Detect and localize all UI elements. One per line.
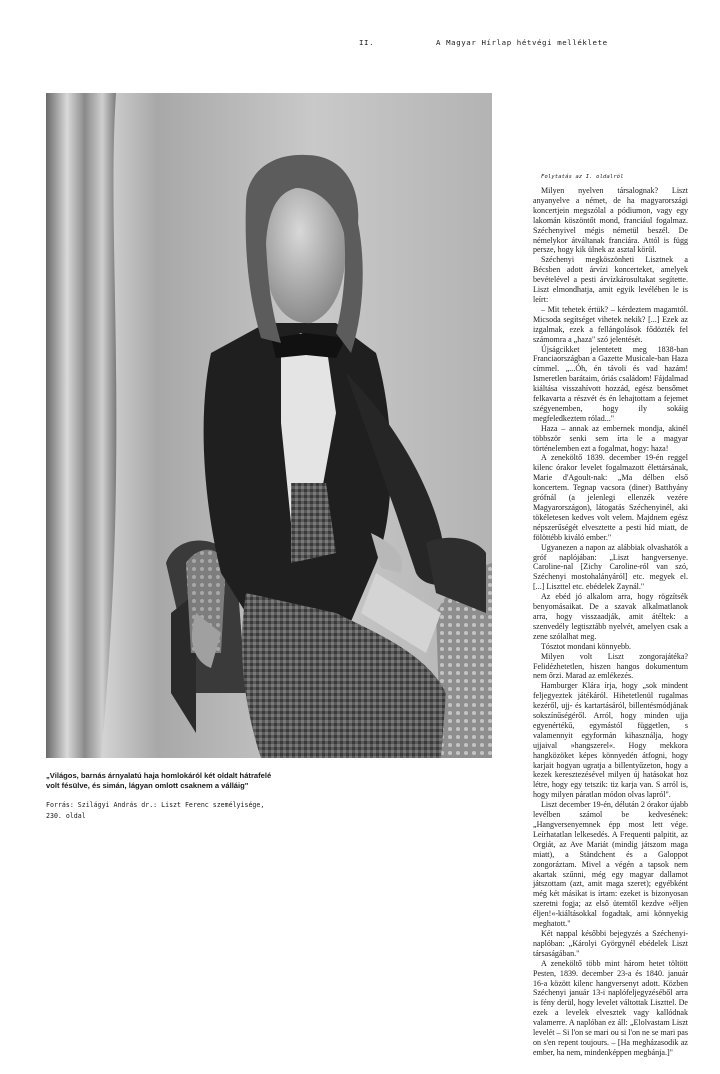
paragraph: Két nappal későbbi bejegyzés a Széchenyi-naplóban: „Károlyi Györgynél ebédelek Liszt társaságában." xyxy=(533,928,688,958)
page-header xyxy=(0,38,720,50)
portrait-photograph-icon xyxy=(46,93,492,758)
page-number: II. xyxy=(359,38,375,47)
paragraph: Ugyanezen a napon az alábbiak olvashatók a gróf naplójában: „Liszt hangversenye. Caroline-nal [Zichy Caroline-ról van szó, Széchenyi mostohalányáról] etc. megyek el. [...] Liszttel etc. ebédelek Zaynál." xyxy=(533,542,688,592)
paragraph: Milyen volt Liszt zongorajátéka? Felidézhetetlen, hiszen hangos dokumentum nem őrzi. Marad az emlékezés. xyxy=(533,651,688,681)
publication-title: A Magyar Hírlap hétvégi melléklete xyxy=(436,38,608,47)
paragraph: Széchenyi megköszönheti Lisztnek a Bécsben adott árvízi koncerteket, amelyek bevételével a pesti árvízkárosultakat segítette. Liszt elmondhatja, amit egyik levélében le is leírt: xyxy=(533,255,688,304)
paragraph: Haza – annak az embernek mondja, akinél többször senki sem írta le a magyar történelemben ezt a fogalmat, hogy: haza! xyxy=(533,423,688,453)
paragraph: Újságcikket jelentetett meg 1838-ban Franciaországban a Gazette Musicale-ban Haza címmel. „...Óh, én távoli és vad hazám! Ismeretlen barátaim, óriás családom! Fájdalmad kiáltása visszahívott hozzád, egész bensőmet felkavarta a részvét és én lehajtottam a fejemet szégyenemben, hogy ily sokáig megfeledkeztem rólad..." xyxy=(533,344,688,423)
paragraph: Milyen nyelven társalognak? Liszt anyanyelve a német, de ha magyarországi koncertjein megszólal a pódiumon, vagy egy lakomán köszöntőt mond, franciául fogalmaz. Széchenyivel mégis németül beszél. De némelykor átváltanak franciára. Attól is függ persze, hogy kik ülnek az asztal körül. xyxy=(533,186,688,255)
continued-note: Folytatás az I. oldalról xyxy=(541,174,624,180)
photo-caption: „Világos, barnás árnyalatú haja homlokáról két oldalt hátrafelé volt fésülve, és simán, lágyan omlott csaknem a válláig" xyxy=(46,771,272,790)
paragraph: Tósztot mondani könnyebb. xyxy=(541,641,632,651)
photo-source: Forrás: Szilágyi András dr.: Liszt Ferenc személyisége, 230. oldal xyxy=(46,801,265,820)
paragraph: – Mit tehetek értük? – kérdeztem magamtól. Micsoda segítséget vihetek nekik? [...] Ezek az izgalmak, ezek a fellángolások fődözték fel számomra a „haza" szó jelentését. xyxy=(533,304,688,344)
portrait-photo xyxy=(46,93,492,758)
paragraph: Liszt december 19-én, délután 2 órakor újabb levélben számol be kedvesének: „Hangversenyemnek épp most lett vége. Leírhatatlan lelkesedés. A Frequenti palpitit, az Orgiát, az Ave Mariát (mindig játszom maga miatt), a Ständchent és a Galoppot zongoráztam. Mivel a végén a tapsok nem akartak szűnni, még egy magyar dallamot játszottam (azt, amit maga szeret); egyébként még két másikat is írtam: ezeket is bizonyosan szeretni fogja; az első ütemtől kezdve »éljen éljen!«-kiáltásokkal fogadtak, ami könnyekig meghatott." xyxy=(533,800,688,929)
paragraph: Az ebéd jó alkalom arra, hogy rögzítsék benyomásaikat. De a szavak alkalmatlanok arra, hogy visszaadják, amit átéltek: a szenvedély legtisztább nyelvét, amelyen csak a zene szólalhat meg. xyxy=(533,592,688,641)
paragraph: Hamburger Klára írja, hogy „sok mindent feljegyeztek játékáról. Hihetetlenül rugalmas kezéről, ujj- és kartartásáról, billentésmódjának sokszínűségéről. Arról, hogy minden ujja egyenértékű, egymástól független, s valamennyit egyformán kihasználja, hogy ujjaival »hangszerel«. Hogy mekkora hangközöket képes könnyedén átfogni, hogy karjait hogyan ugratja a billentyűzeton, hogy a kezek keresztezésével milyen új hatásokat hoz létre, hogy egy tetszik: tiz karja van. S arról is, hogy milyen páratlan módon olvas lapról". xyxy=(533,681,688,800)
article-body xyxy=(533,186,688,1058)
paragraph: A zeneköltő több mint három hetet töltött Pesten, 1839. december 23-a és 1840. január 16-a között kilenc hangversenyt adott. Közben Széchenyi január 13-i naplófeljegyzéséből arra is fény derül, hogy levelet váltottak Liszttel. De ezek a levelek elvesztek vagy kallódnak valamerre. A naplóban ez áll: „Elolvastam Liszt levelét – Si l'on se mari ou si l'on ne se mari pas on s'en repent toujours. – [Ha megházasodik az ember, ha nem, mindenképpen megbánja.]" xyxy=(533,958,688,1057)
paragraph: A zeneköltő 1839. december 19-én reggel kilenc órakor levelet fogalmazott élettársának, Marie d'Agoult-nak: „Ma délben első koncertem. Tegnap vacsora (diner) Batthyány grófnál (a jelenlegi ellenzék vezére Magyarországon), látogatás Széchenyinél, aki tökéletesen kedves volt velem. Majdnem egész népszerűségét elvesztette a pesti híd miatt, de fölöttébb kiváló ember." xyxy=(533,453,688,542)
